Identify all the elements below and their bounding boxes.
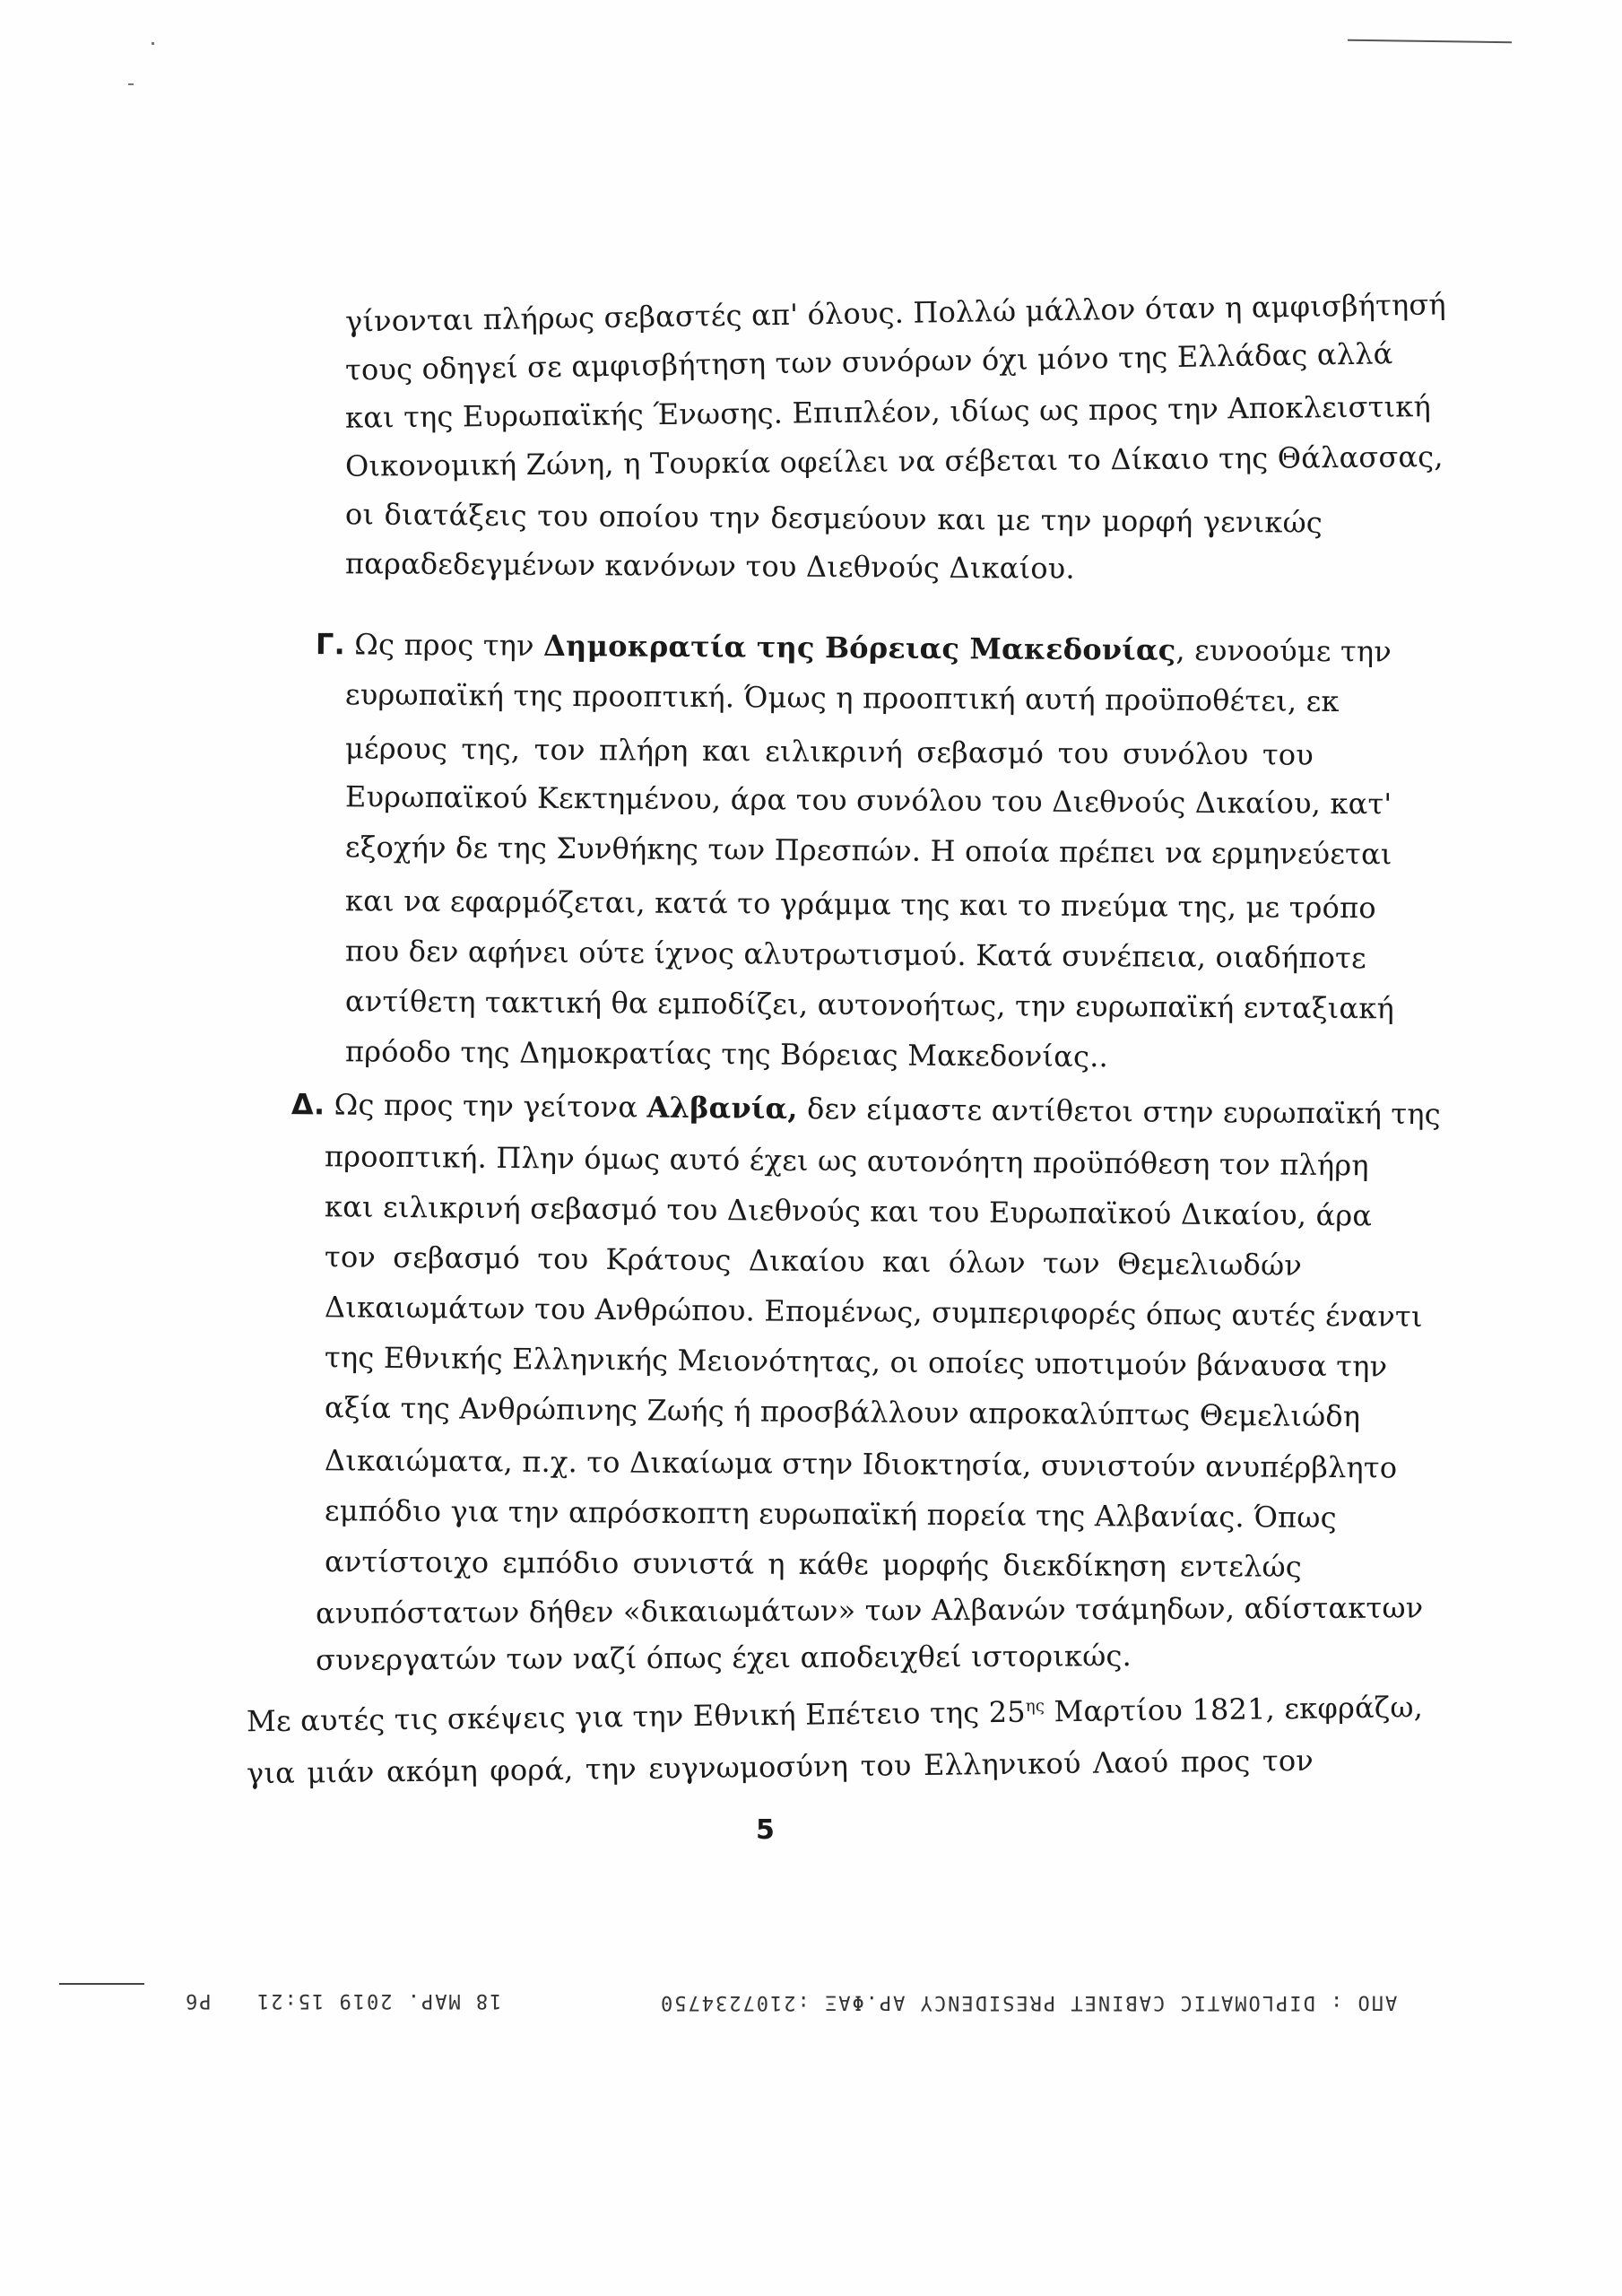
text-line: εξοχήν δε της Συνθήκης των Πρεσπών. Η οποία πρέπει να ερμηνεύεται <box>344 830 1392 872</box>
scan-speck <box>128 83 134 85</box>
text-line: Δικαιωμάτων του Ανθρώπου. Επομένως, συμπεριφορές όπως αυτές έναντι <box>324 1290 1423 1334</box>
section-heading-line <box>315 626 1392 669</box>
text-line: τους οδηγεί σε αμφισβήτηση των συνόρων όχι μόνο της Ελλάδας αλλά <box>344 336 1393 387</box>
scan-speck <box>152 42 154 45</box>
text-line: προοπτική. Πλην όμως αυτό έχει ως αυτονόητη προϋπόθεση τον πλήρη <box>324 1139 1369 1183</box>
fax-page-code: P6 <box>184 1989 212 2012</box>
text-line: αξία της Ανθρώπινης Ζωής ή προσβάλλουν απροκαλύπτως Θεμελιώδη <box>324 1390 1361 1434</box>
text-line: αντίστοιχο εμπόδιο συνιστά η κάθε μορφής διεκδίκηση εντελώς <box>324 1544 1303 1584</box>
text-span: δεν είμαστε αντίθετοι στην ευρωπαϊκή της <box>797 1091 1441 1132</box>
page-number: 5 <box>756 1814 775 1846</box>
text-line: πρόοδο της Δημοκρατίας της Βόρειας Μακεδονίας.. <box>344 1034 1109 1074</box>
text-line: εμπόδιο για την απρόσκοπτη ευρωπαϊκή πορεία της Αλβανίας. Όπως <box>324 1493 1337 1535</box>
section-heading-line <box>291 1086 1441 1132</box>
text-line: που δεν αφήνει ούτε ίχνος αλυτρωτισμού. Κατά συνέπεια, οιαδήποτε <box>344 934 1366 976</box>
text-line: Δικαιώματα, π.χ. το Δικαίωμα στην Ιδιοκτησία, συνιστούν ανυπέρβλητο <box>324 1443 1398 1485</box>
text-line: μέρους της, τον πλήρη και ειλικρινή σεβασμό του συνόλου του <box>344 731 1314 772</box>
text-line <box>246 1690 1424 1740</box>
text-span: , ευνοούμε την <box>1175 632 1392 669</box>
text-span: Μαρτίου 1821, εκφράζω, <box>1044 1690 1424 1729</box>
bold-country-name: Δημοκρατία της Βόρειας Μακεδονίας <box>542 628 1176 667</box>
text-line: οι διατάξεις του οποίου την δεσμεύουν και με την μορφή γενικώς <box>344 497 1323 540</box>
text-span: Ως προς την γείτονα <box>334 1087 638 1125</box>
text-line: και ειλικρινή σεβασμό του Διεθνούς και του Ευρωπαϊκού Δικαίου, άρα <box>324 1189 1373 1233</box>
text-line: ευρωπαϊκή της προοπτική. Όμως η προοπτική αυτή προϋποθέτει, εκ <box>344 677 1340 718</box>
text-line: τον σεβασμό του Κράτους Δικαίου και όλων των Θεμελιωδών <box>324 1239 1303 1283</box>
footer-rule <box>59 1983 144 1985</box>
text-line: ανυπόστατων δήθεν «δικαιωμάτων» των Αλβανών τσάμηδων, αδίστακτων <box>315 1590 1424 1631</box>
text-line: συνεργατών των ναζί όπως έχει αποδειχθεί ιστορικώς. <box>315 1639 1132 1677</box>
text-span: Ως προς την <box>354 627 534 663</box>
text-line: γίνονται πλήρως σεβαστές απ' όλους. Πολλώ μάλλον όταν η αμφισβήτησή <box>344 287 1447 339</box>
fax-sender-line: ΑΠΟ : DIPLOMATIC CABINET PRESIDENCY ΑΡ.ΦΑΞ :2107234750 <box>659 1991 1398 2013</box>
section-marker: Γ. <box>315 627 346 662</box>
text-line: Ευρωπαϊκού Κεκτημένου, άρα του συνόλου του Διεθνούς Δικαίου, κατ' <box>344 779 1392 822</box>
text-line: παραδεδεγμένων κανόνων του Διεθνούς Δικαίου. <box>344 546 1075 586</box>
bold-country-name: Αλβανία, <box>646 1090 798 1126</box>
section-marker: Δ. <box>291 1087 325 1122</box>
text-line: και της Ευρωπαϊκής Ένωσης. Επιπλέον, ιδίως ως προς την Αποκλειστική <box>344 389 1432 435</box>
text-line: για μιάν ακόμη φορά, την ευγνωμοσύνη του Ελληνικού Λαού προς τον <box>246 1743 1314 1791</box>
text-line: και να εφαρμόζεται, κατά το γράμμα της και το πνεύμα της, με τρόπο <box>344 883 1376 926</box>
text-line: αντίθετη τακτική θα εμποδίζει, αυτονοήτως, την ευρωπαϊκή ενταξιακή <box>344 984 1395 1026</box>
scan-mark-rule <box>1348 39 1512 44</box>
text-line: Οικονομική Ζώνη, η Τουρκία οφείλει να σέβεται το Δίκαιο της Θάλασσας, <box>344 439 1444 483</box>
fax-timestamp: 18 MAP. 2019 15:21 <box>256 1989 502 2012</box>
text-line: της Εθνικής Ελληνικής Μειονότητας, οι οποίες υποτιμούν βάναυσα την <box>324 1340 1388 1384</box>
text-span: Με αυτές τις σκέψεις για την Εθνική Επέτειο της 25 <box>246 1694 1027 1739</box>
ordinal-superscript: ης <box>1025 1696 1045 1716</box>
